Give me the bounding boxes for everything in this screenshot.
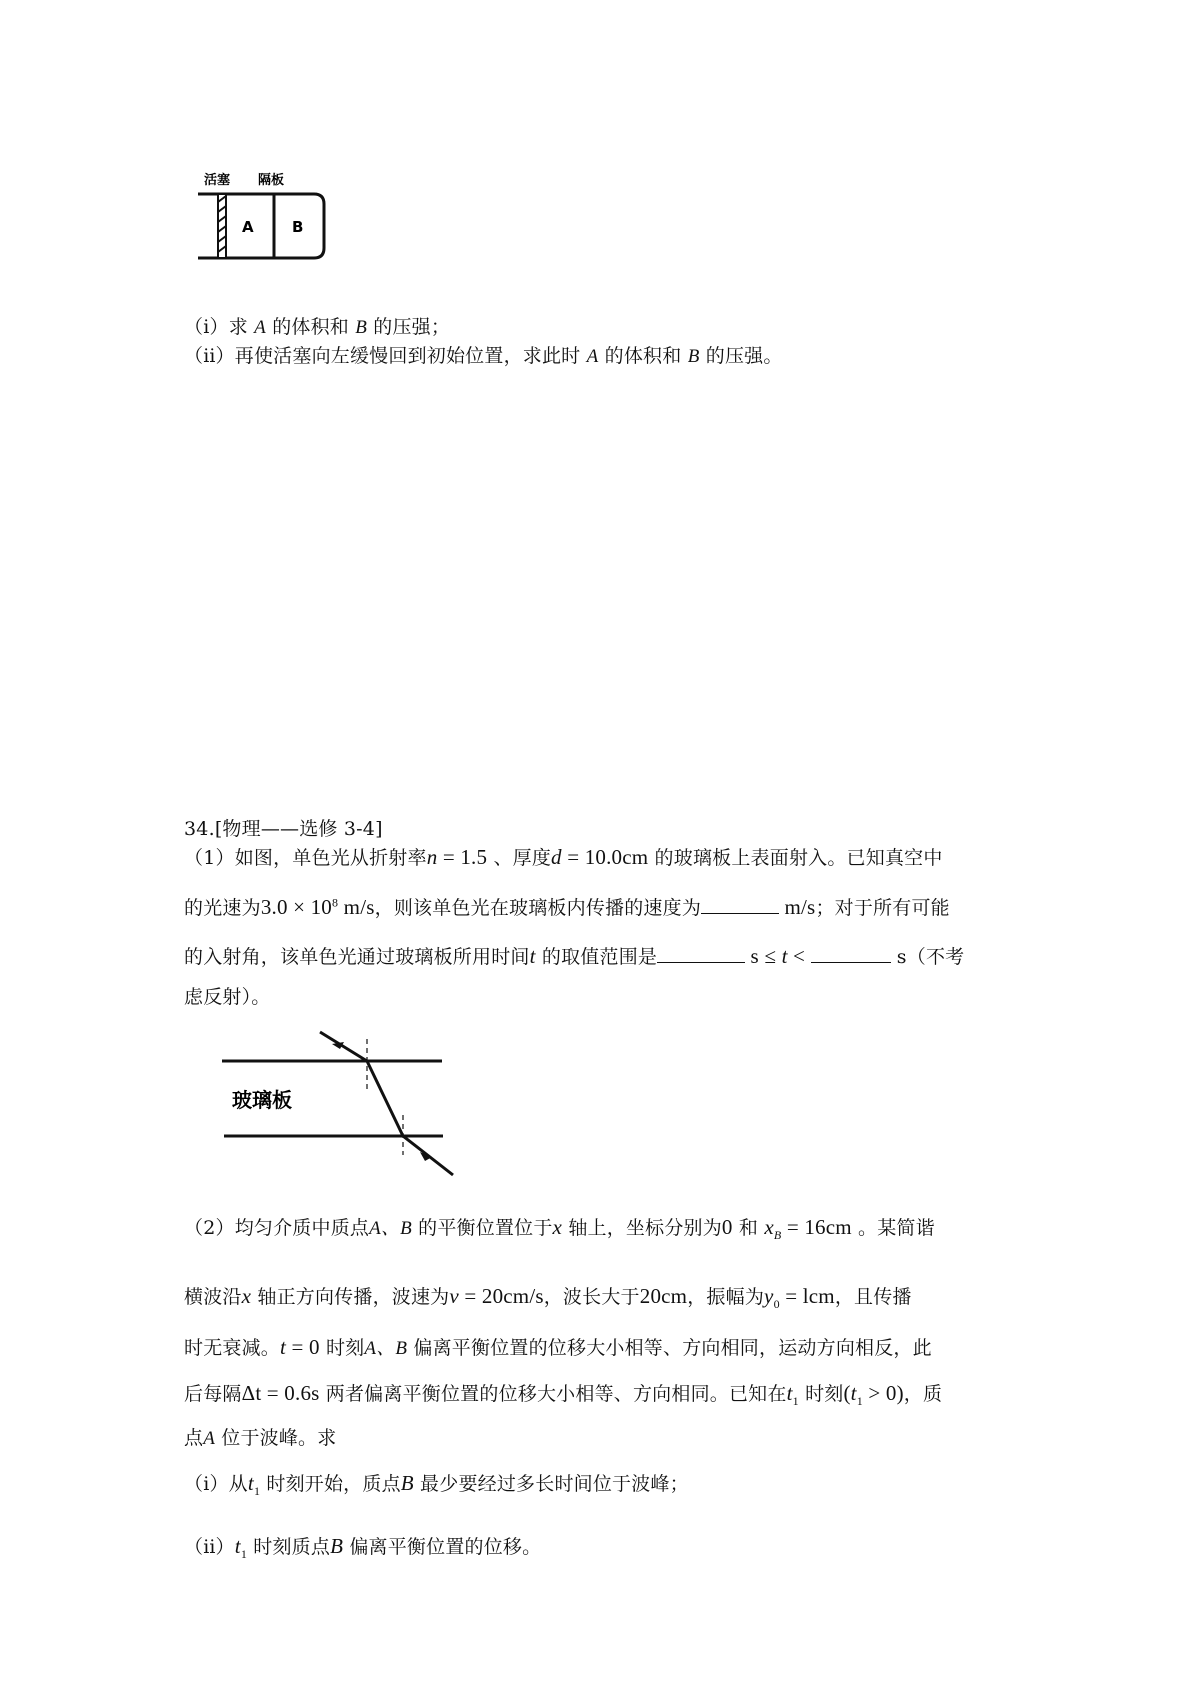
piston-container-figure	[196, 170, 336, 270]
q34-header: 34.[物理——选修 3-4]	[184, 818, 383, 840]
glass-plate-figure	[220, 1025, 460, 1180]
q34-p1-line1: （1）如图，单色光从折射率n = 1.5 、厚度d = 10.0cm 的玻璃板上表面射入。已知真空中	[184, 845, 943, 869]
q34-p2-line2: 横波沿x 轴正方向传播，波速为v = 20cm/s，波长大于20cm，振幅为$y_0$ = lcm，且传播	[184, 1284, 912, 1311]
q34-p1-line2: 的光速为$3.0 \times 10^8$ m/s，则该单色光在玻璃板内传播的速度为 m/s；对于所有可能	[184, 895, 950, 919]
q34-p1-line4: 虑反射）。	[184, 986, 271, 1008]
container-outline	[198, 194, 324, 258]
answer-blank-tmin[interactable]	[657, 944, 745, 963]
answer-blank-tmax[interactable]	[811, 944, 891, 963]
q34-p1-line3: 的入射角，该单色光通过玻璃板所用时间t 的取值范围是 s ≤ t < s（不考	[184, 944, 965, 968]
chamber-b-label: B	[292, 218, 304, 236]
answer-blank-speed[interactable]	[701, 895, 779, 914]
glass-label: 玻璃板	[232, 1088, 292, 1112]
chamber-a-label: A	[242, 218, 254, 236]
q34-p2-part-ii: $(ⅱ)t_1$ 时刻质点B 偏离平衡位置的位移。	[184, 1534, 542, 1561]
partition-label: 隔板	[258, 173, 285, 188]
q34-p2-part-i: （ⅰ）从$t_1$ 时刻开始，质点B 最少要经过多长时间位于波峰；	[184, 1471, 689, 1498]
piston-label: 活塞	[204, 173, 231, 188]
q34-p2-line1: （2）均匀介质中质点A、B 的平衡位置位于x 轴上，坐标分别为0 和 $x_B = 16cm$ 。某简谐	[184, 1215, 935, 1242]
q34-p2-line5: 点A 位于波峰。求	[184, 1427, 337, 1449]
q33-part-ii: （ⅱ）再使活塞向左缓慢回到初始位置，求此时 A 的体积和 B 的压强。	[184, 345, 783, 367]
q34-p2-line3: 时无衰减。t = 0 时刻A、B 偏离平衡位置的位移大小相等、方向相同，运动方向相反，此	[184, 1335, 932, 1359]
q34-p2-line4: 后每隔Δt = 0.6s 两者偏离平衡位置的位移大小相等、方向相同。已知在$t_1$ 时刻$(t_1 > 0)$，质	[184, 1381, 943, 1408]
q33-part-i: （ⅰ）求 A 的体积和 B 的压强；	[184, 316, 451, 338]
light-ray	[320, 1032, 453, 1175]
